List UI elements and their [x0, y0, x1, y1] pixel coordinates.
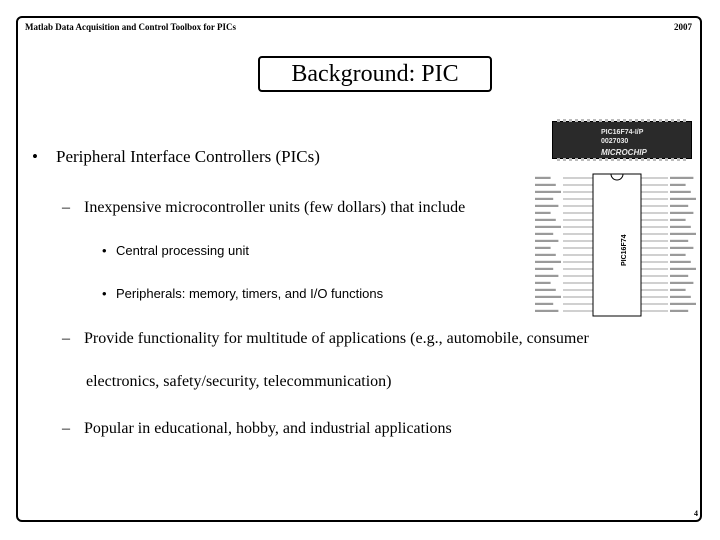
- subbullet-3: [62, 420, 452, 438]
- pin-label-placeholder: [535, 191, 561, 193]
- pin-label-placeholder: [535, 282, 551, 284]
- chip-photo: [552, 121, 692, 159]
- pin-label-placeholder: [535, 240, 558, 242]
- subbullet-1-text: Inexpensive microcontroller units (few dollars) that include: [84, 199, 466, 216]
- pin-label-placeholder: [670, 212, 693, 214]
- dash-marker: –: [62, 199, 70, 216]
- pin-label-placeholder: [670, 275, 688, 277]
- pin-label-placeholder: [670, 254, 686, 256]
- pin-label-placeholder: [670, 240, 688, 242]
- dash-marker: –: [62, 420, 70, 437]
- pin-label-placeholder: [535, 254, 556, 256]
- pin-label-placeholder: [670, 205, 688, 207]
- pin-label-placeholder: [535, 261, 561, 263]
- pin-label-placeholder: [535, 205, 558, 207]
- pin-label-placeholder: [535, 233, 553, 235]
- pin-label-placeholder: [670, 289, 686, 291]
- pin-label-placeholder: [535, 212, 551, 214]
- pin-label-placeholder: [535, 303, 553, 305]
- pin-label-placeholder: [535, 275, 558, 277]
- pin-label-placeholder: [670, 184, 686, 186]
- bullet-dot: •: [102, 286, 107, 301]
- chip-marking-line1: PIC16F74-I/P: [601, 129, 644, 136]
- subbullet-1: [62, 199, 465, 217]
- subbullet-2-continued: electronics, safety/security, telecommunication): [86, 373, 392, 390]
- pinout-label: PIC16F74: [621, 234, 628, 266]
- pin-label-placeholder: [670, 310, 688, 312]
- slide-title: Background: PIC: [258, 56, 492, 92]
- subsub-item-text: Central processing unit: [116, 243, 249, 258]
- bullet-main-text: Peripheral Interface Controllers (PICs): [56, 147, 320, 166]
- pin-label-placeholder: [535, 219, 556, 221]
- header-title: Matlab Data Acquisition and Control Toolbox for PICs: [25, 22, 236, 32]
- pin-label-placeholder: [535, 226, 561, 228]
- chip-marking: [601, 128, 643, 146]
- subbullet-3-text: Popular in educational, hobby, and industrial applications: [84, 420, 452, 437]
- subbullet-2: [62, 330, 589, 348]
- subsub-item: [102, 286, 383, 301]
- pin-label-placeholder: [670, 303, 696, 305]
- pin-label-placeholder: [670, 219, 686, 221]
- pin-label-placeholder: [670, 261, 691, 263]
- page-number: 4: [694, 509, 698, 518]
- pin-label-placeholder: [535, 289, 556, 291]
- pin-label-placeholder: [670, 247, 693, 249]
- bullet-main: [32, 147, 320, 167]
- header-year: 2007: [674, 22, 692, 32]
- subbullet-2-text: Provide functionality for multitude of applications (e.g., automobile, consumer: [84, 330, 589, 347]
- pin-label-placeholder: [535, 184, 556, 186]
- subsub-item: [102, 243, 249, 258]
- pin-label-placeholder: [670, 268, 696, 270]
- pin-label-placeholder: [670, 296, 691, 298]
- pin-label-placeholder: [670, 177, 693, 179]
- pin-label-placeholder: [535, 177, 551, 179]
- bullet-dot: •: [102, 243, 107, 258]
- subsub-item-text: Peripherals: memory, timers, and I/O functions: [116, 286, 384, 301]
- pin-label-placeholder: [670, 191, 691, 193]
- pin-label-placeholder: [670, 198, 696, 200]
- chip-pins-top: [557, 119, 689, 122]
- chip-pins-bottom: [557, 158, 689, 161]
- pin-label-placeholder: [535, 268, 553, 270]
- pin-label-placeholder: [535, 310, 558, 312]
- chip-logo: MICROCHIP: [601, 148, 647, 157]
- pin-label-placeholder: [535, 296, 561, 298]
- pin-label-placeholder: [670, 226, 691, 228]
- pin-label-placeholder: [670, 233, 696, 235]
- pin-label-placeholder: [535, 247, 551, 249]
- pin-label-placeholder: [535, 198, 553, 200]
- pin-label-placeholder: [670, 282, 693, 284]
- bullet-dot: •: [32, 147, 38, 166]
- dash-marker: –: [62, 330, 70, 347]
- chip-marking-line2: 0027030: [601, 138, 629, 145]
- pinout-diagram: [533, 171, 698, 321]
